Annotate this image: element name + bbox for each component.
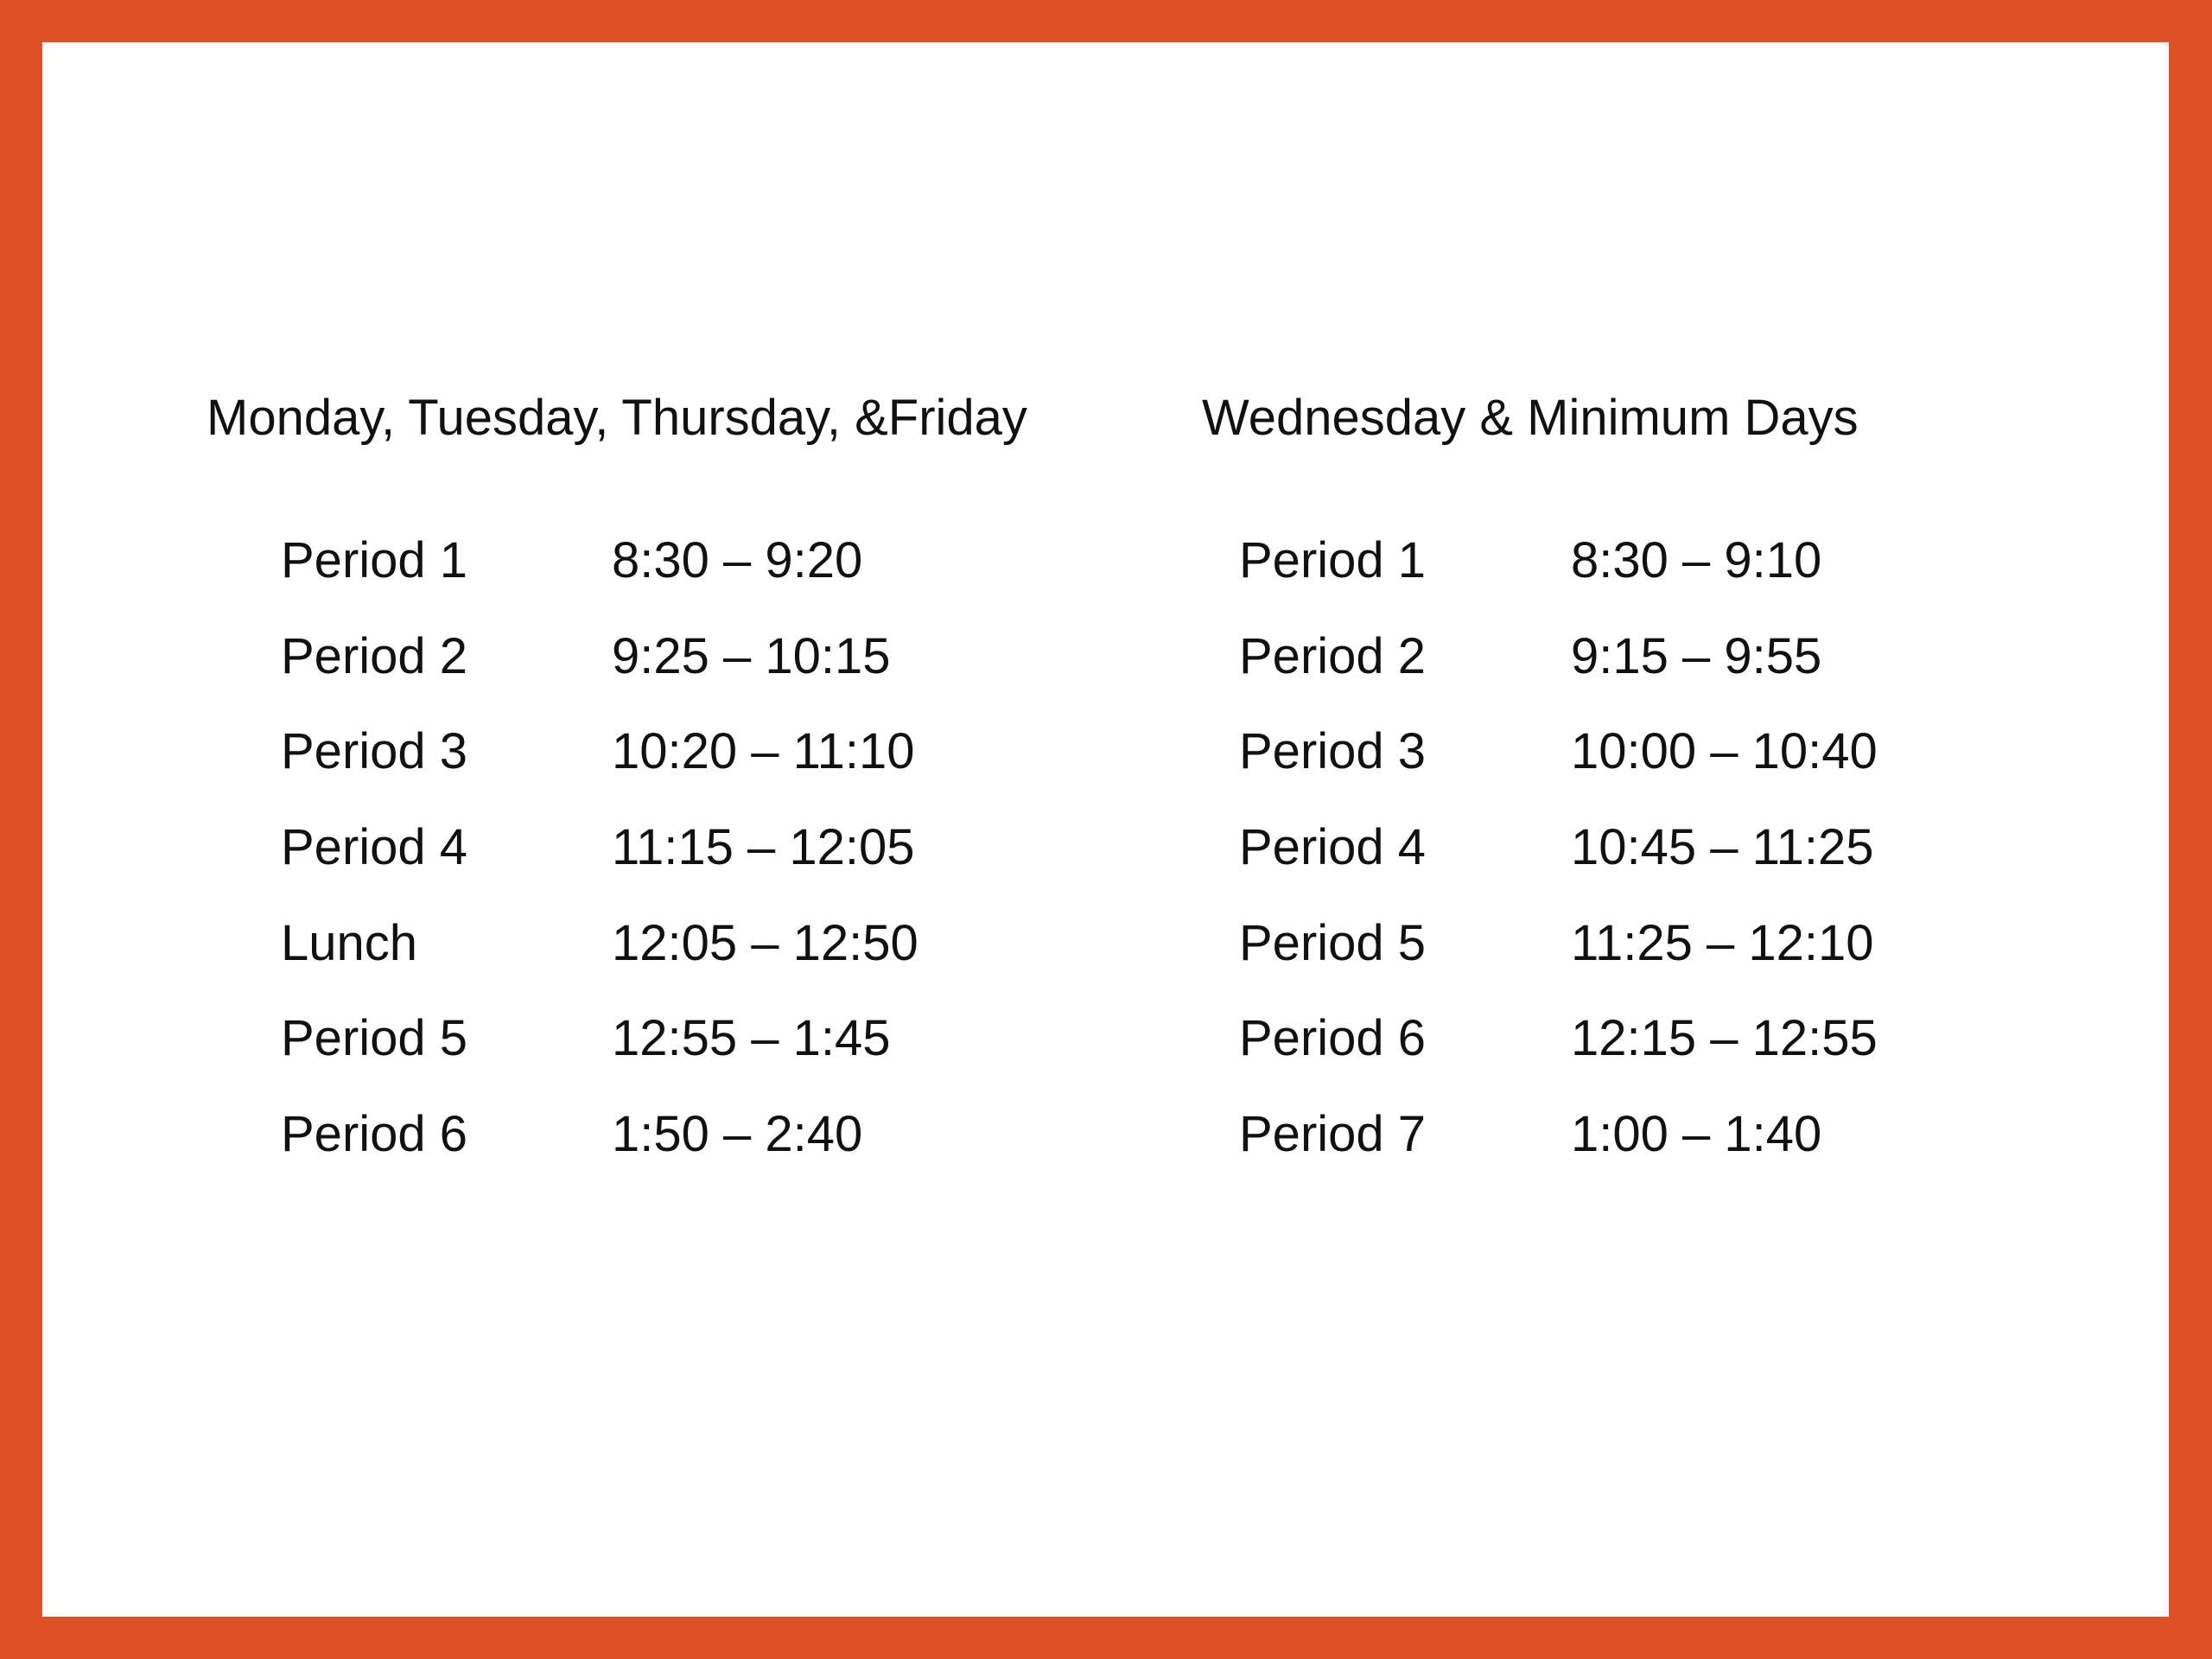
period-label: Period 1	[281, 532, 468, 588]
minimum-schedule-list	[1239, 533, 2017, 1203]
schedule-row	[1239, 820, 2017, 916]
schedule-row	[1239, 533, 2017, 629]
period-label: Period 6	[1239, 1010, 1427, 1067]
period-label: Period 7	[1239, 1106, 1427, 1163]
minimum-schedule-heading: Wednesday & Minimum Days	[1202, 390, 1859, 446]
period-label: Lunch	[281, 914, 418, 971]
period-time: 11:15 – 12:05	[612, 819, 915, 876]
schedule-row	[1239, 916, 2017, 1012]
period-label: Period 6	[281, 1106, 468, 1163]
period-time: 1:50 – 2:40	[612, 1106, 863, 1163]
period-label: Period 4	[1239, 819, 1427, 876]
period-time: 12:05 – 12:50	[612, 914, 918, 971]
period-time: 10:00 – 10:40	[1571, 723, 1878, 780]
schedule-row	[281, 724, 1058, 820]
period-time: 10:45 – 11:25	[1571, 819, 1874, 876]
period-label: Period 3	[1239, 723, 1427, 780]
regular-schedule-heading: Monday, Tuesday, Thursday, &Friday	[207, 390, 1027, 446]
period-time: 8:30 – 9:20	[612, 532, 863, 588]
period-label: Period 5	[1239, 914, 1427, 971]
period-time: 11:25 – 12:10	[1571, 914, 1874, 971]
period-time: 8:30 – 9:10	[1571, 532, 1822, 588]
period-time: 12:55 – 1:45	[612, 1010, 891, 1067]
period-time: 9:25 – 10:15	[612, 627, 891, 684]
schedule-row	[281, 1011, 1058, 1107]
schedule-row	[1239, 1011, 2017, 1107]
period-label: Period 1	[1239, 532, 1427, 588]
schedule-row	[281, 1107, 1058, 1203]
schedule-row	[281, 533, 1058, 629]
regular-schedule-list	[281, 533, 1058, 1203]
period-time: 9:15 – 9:55	[1571, 627, 1822, 684]
schedule-row	[281, 820, 1058, 916]
period-label: Period 4	[281, 819, 468, 876]
period-label: Period 3	[281, 723, 468, 780]
schedule-row	[281, 629, 1058, 725]
period-label: Period 2	[281, 627, 468, 684]
schedule-row	[1239, 629, 2017, 725]
schedule-row	[281, 916, 1058, 1012]
period-time: 1:00 – 1:40	[1571, 1106, 1822, 1163]
period-label: Period 5	[281, 1010, 468, 1067]
period-label: Period 2	[1239, 627, 1427, 684]
period-time: 12:15 – 12:55	[1571, 1010, 1878, 1067]
period-time: 10:20 – 11:10	[612, 723, 915, 780]
schedule-row	[1239, 1107, 2017, 1203]
schedule-row	[1239, 724, 2017, 820]
